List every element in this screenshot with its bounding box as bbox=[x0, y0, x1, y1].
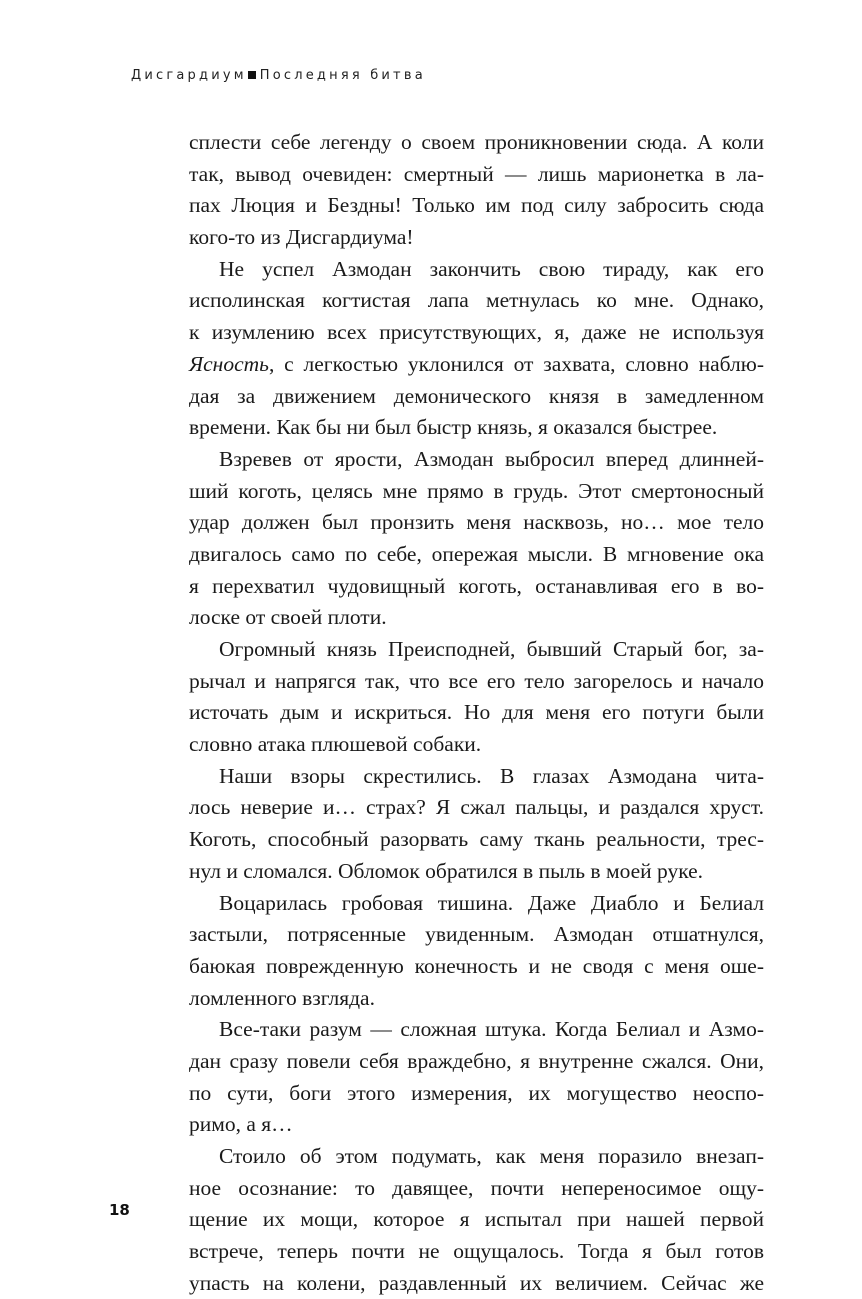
text-line bbox=[189, 127, 764, 159]
text-line bbox=[189, 951, 764, 983]
text-line bbox=[189, 222, 764, 254]
text-line bbox=[189, 824, 764, 856]
line-text: я перехватил чудовищный коготь, останавливая его в во- bbox=[189, 573, 764, 598]
line-text: , с легкостью уклонился от захвата, словно наблю- bbox=[268, 351, 764, 376]
text-line bbox=[189, 602, 764, 634]
running-head-series: Дисгардиум bbox=[131, 68, 247, 83]
text-line bbox=[189, 792, 764, 824]
line-text: баюкая поврежденную конечность и не сводя с меня оше- bbox=[189, 953, 764, 978]
line-text: Коготь, способный разорвать саму ткань реальности, трес- bbox=[189, 827, 764, 852]
line-text: встрече, теперь почти не ощущалось. Тогда я был готов bbox=[189, 1239, 764, 1264]
line-text: пах Люция и Бездны! Только им под силу забросить сюда bbox=[189, 193, 764, 218]
text-line bbox=[189, 159, 764, 191]
line-text: Не успел Азмодан закончить свою тираду, как его bbox=[219, 256, 764, 281]
line-text: удар должен был пронзить меня насквозь, но… мое тело bbox=[189, 510, 764, 535]
line-text: ное осознание: то давящее, почти непереносимое ощу- bbox=[189, 1175, 764, 1200]
line-text: сплести себе легенду о своем проникновении сюда. А коли bbox=[189, 130, 764, 154]
text-line bbox=[189, 285, 764, 317]
text-line bbox=[189, 507, 764, 539]
text-line bbox=[189, 1173, 764, 1205]
text-line bbox=[189, 1046, 764, 1078]
running-head-title: Последняя битва bbox=[259, 68, 426, 83]
text-line bbox=[189, 919, 764, 951]
text-line bbox=[189, 983, 764, 1015]
text-line bbox=[189, 381, 764, 413]
text-line bbox=[189, 856, 764, 888]
text-line bbox=[189, 1268, 764, 1299]
line-text: Воцарилась гробовая тишина. Даже Диабло и Белиал bbox=[219, 890, 764, 915]
line-text: словно атака плюшевой собаки. bbox=[189, 732, 482, 757]
text-line bbox=[189, 476, 764, 508]
line-text: Взревев от ярости, Азмодан выбросил вперед длинней- bbox=[219, 446, 764, 471]
line-text: Огромный князь Преисподней, бывший Старый бог, за- bbox=[219, 637, 764, 661]
paragraph-first-line bbox=[189, 1014, 764, 1046]
text-line bbox=[189, 539, 764, 571]
line-text: лоске от своей плоти. bbox=[189, 605, 387, 630]
line-text: упасть на колени, раздавленный их величием. Сейчас же bbox=[189, 1270, 764, 1295]
line-text: Наши взоры скрестились. В глазах Азмодана чита- bbox=[219, 763, 764, 788]
line-text: Все-таки разум — сложная штука. Когда Белиал и Азмо- bbox=[219, 1017, 764, 1042]
paragraph-first-line bbox=[189, 761, 764, 793]
text-line bbox=[189, 666, 764, 698]
line-text: нул и сломался. Обломок обратился в пыль в моей руке. bbox=[189, 858, 704, 883]
line-text: рычал и напрягся так, что все его тело загорелось и начало bbox=[189, 668, 764, 693]
line-text: двигалось само по себе, опережая мысли. В мгновение ока bbox=[189, 541, 764, 566]
text-line bbox=[189, 729, 764, 761]
line-text: дан сразу повели себя враждебно, я внутренне сжался. Они, bbox=[189, 1048, 764, 1073]
text-line bbox=[189, 190, 764, 222]
line-text: к изумлению всех присутствующих, я, даже не используя bbox=[189, 320, 764, 345]
line-text: щение их мощи, которое я испытал при нашей первой bbox=[189, 1207, 764, 1232]
body-text bbox=[189, 127, 764, 1299]
paragraph-first-line bbox=[189, 634, 764, 666]
paragraph-first-line bbox=[189, 1141, 764, 1173]
text-line bbox=[189, 1078, 764, 1110]
page-number: 18 bbox=[109, 1201, 130, 1219]
paragraph-first-line bbox=[189, 254, 764, 286]
running-head-separator bbox=[248, 71, 256, 79]
text-line bbox=[189, 317, 764, 349]
text-line bbox=[189, 697, 764, 729]
line-text: кого-то из Дисгардиума! bbox=[189, 225, 414, 250]
text-line bbox=[189, 349, 764, 381]
line-text: лось неверие и… страх? Я сжал пальцы, и раздался хруст. bbox=[189, 795, 764, 820]
line-text: по сути, боги этого измерения, их могущество неоспо- bbox=[189, 1080, 764, 1105]
line-text: ший коготь, целясь мне прямо в грудь. Этот смертоносный bbox=[189, 478, 764, 503]
text-line bbox=[189, 412, 764, 444]
line-text: исполинская когтистая лапа метнулась ко мне. Однако, bbox=[189, 288, 764, 313]
line-text: ломленного взгляда. bbox=[189, 985, 375, 1010]
running-head bbox=[131, 68, 426, 83]
line-text: источать дым и искриться. Но для меня его потуги были bbox=[189, 700, 764, 725]
paragraph-first-line bbox=[189, 888, 764, 920]
line-text: римо, а я… bbox=[189, 1112, 293, 1137]
italic-term: Ясность bbox=[189, 351, 269, 376]
paragraph-first-line bbox=[189, 444, 764, 476]
line-text: дая за движением демонического князя в замедленном bbox=[189, 383, 764, 408]
text-line bbox=[189, 571, 764, 603]
text-line bbox=[189, 1236, 764, 1268]
line-text: Стоило об этом подумать, как меня поразило внезап- bbox=[219, 1144, 764, 1168]
line-text: застыли, потрясенные увиденным. Азмодан отшатнулся, bbox=[189, 922, 764, 947]
text-line bbox=[189, 1109, 764, 1141]
text-line bbox=[189, 1204, 764, 1236]
line-text: так, вывод очевиден: смертный — лишь марионетка в ла- bbox=[189, 161, 764, 186]
line-text: времени. Как бы ни был быстр князь, я оказался быстрее. bbox=[189, 415, 718, 440]
